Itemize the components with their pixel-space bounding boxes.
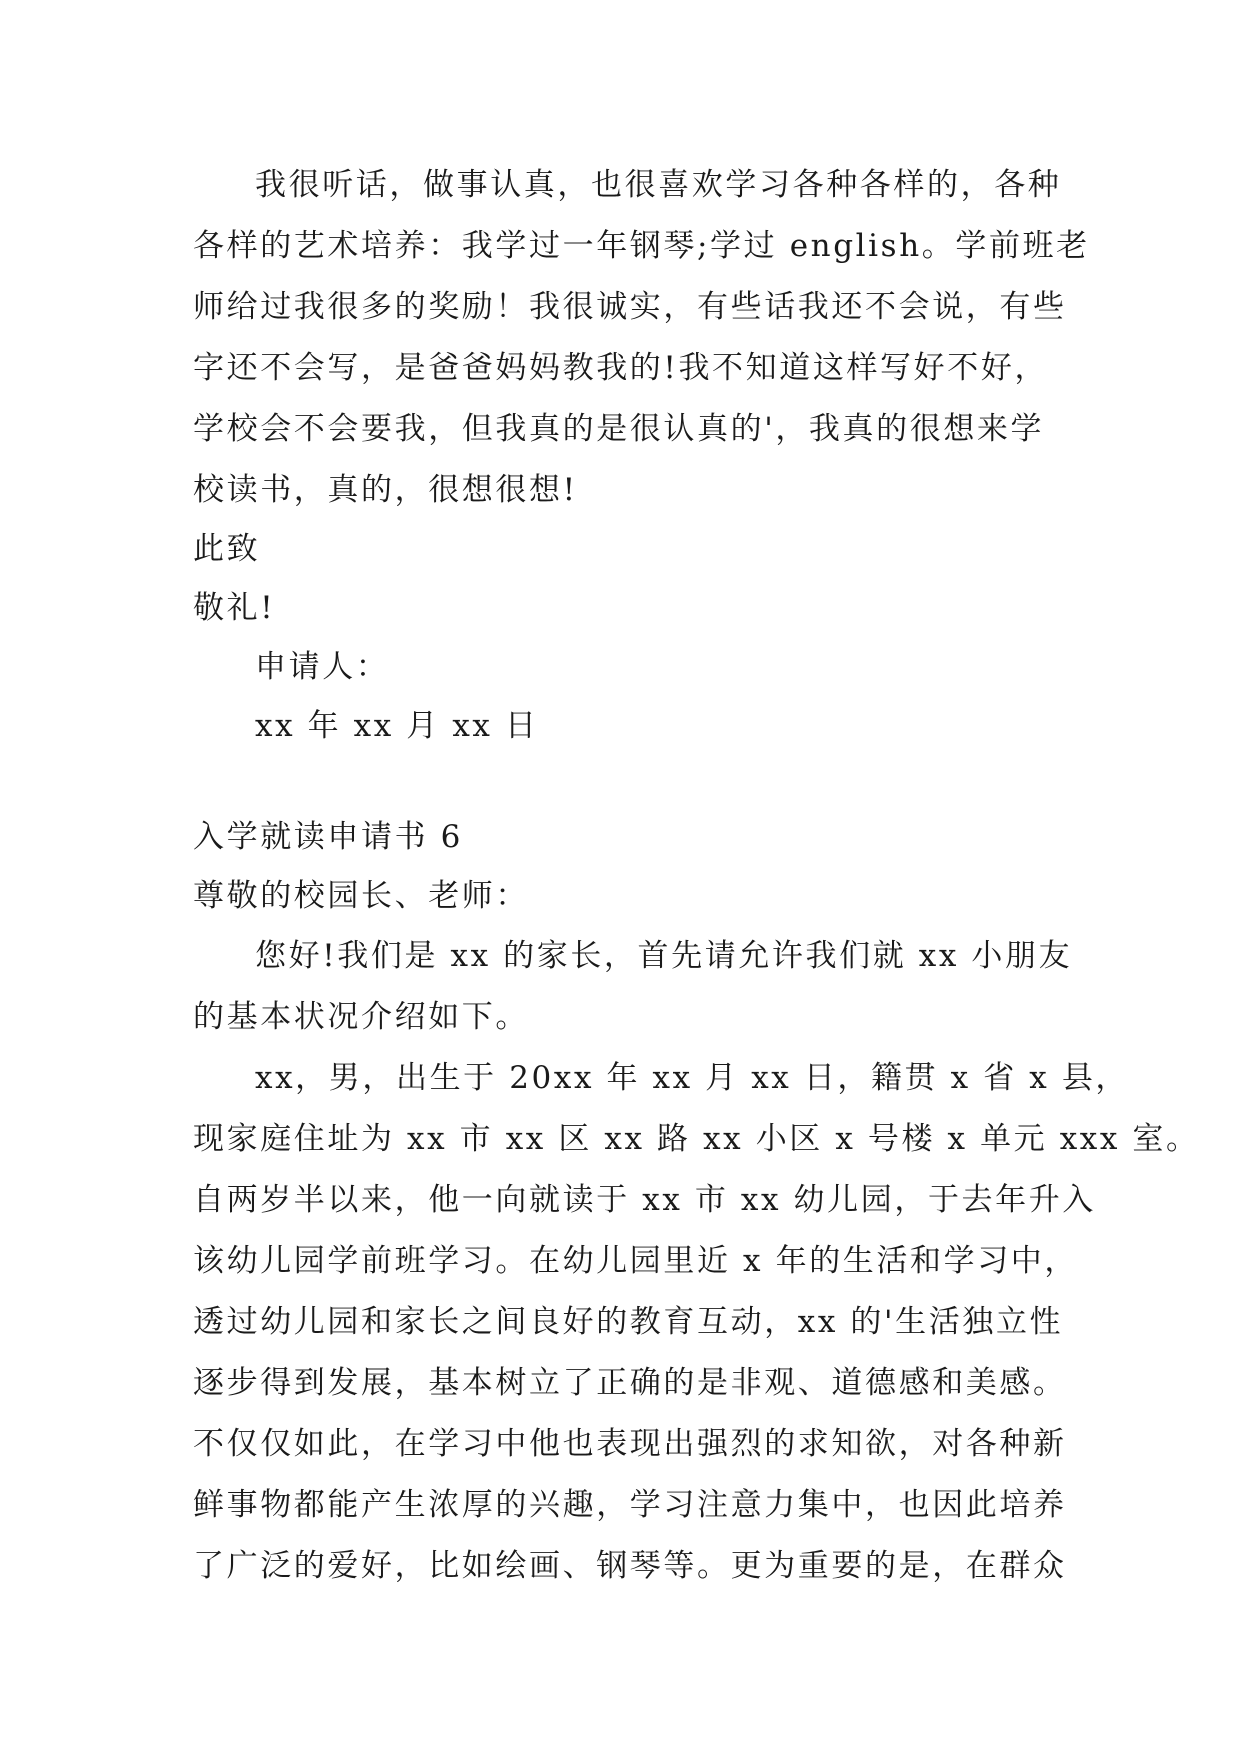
paragraph-line: 透过幼儿园和家长之间良好的教育互动，xx 的'生活独立性	[193, 1304, 1064, 1340]
section-title: 入学就读申请书 6	[193, 819, 463, 855]
closing-line: 此致	[193, 531, 261, 567]
paragraph-line: xx，男，出生于 20xx 年 xx 月 xx 日，籍贯 x 省 x 县，	[255, 1060, 1130, 1096]
paragraph-line: 的基本状况介绍如下。	[193, 999, 529, 1035]
paragraph-line: 我很听话，做事认真，也很喜欢学习各种各样的，各种	[255, 167, 1062, 203]
paragraph-line: 鲜事物都能产生浓厚的兴趣，学习注意力集中，也因此培养	[193, 1487, 1067, 1523]
paragraph-line: 自两岁半以来，他一向就读于 xx 市 xx 幼儿园，于去年升入	[193, 1182, 1096, 1218]
paragraph-line: 字还不会写，是爸爸妈妈教我的!我不知道这样写好不好，	[193, 350, 1049, 386]
paragraph-line: 师给过我很多的奖励！我很诚实，有些话我还不会说，有些	[193, 289, 1067, 325]
salutation: 尊敬的校园长、老师：	[193, 878, 529, 914]
date-line: xx 年 xx 月 xx 日	[255, 708, 539, 744]
paragraph-line: 现家庭住址为 xx 市 xx 区 xx 路 xx 小区 x 号楼 x 单元 xxx 室。	[193, 1121, 1200, 1157]
paragraph-line: 学校会不会要我，但我真的是很认真的'，我真的很想来学	[193, 411, 1045, 447]
paragraph-line: 该幼儿园学前班学习。在幼儿园里近 x 年的生活和学习中，	[193, 1243, 1078, 1279]
paragraph-line: 逐步得到发展，基本树立了正确的是非观、道德感和美感。	[193, 1365, 1067, 1401]
paragraph-line: 各样的艺术培养：我学过一年钢琴;学过 english。学前班老	[193, 228, 1090, 264]
paragraph-line: 了广泛的爱好，比如绘画、钢琴等。更为重要的是，在群众	[193, 1548, 1067, 1584]
applicant-label: 申请人：	[255, 649, 390, 685]
closing-line: 敬礼!	[193, 590, 276, 626]
paragraph-line: 校读书，真的，很想很想!	[193, 472, 578, 508]
paragraph-line: 不仅仅如此，在学习中他也表现出强烈的求知欲，对各种新	[193, 1426, 1067, 1462]
paragraph-line: 您好!我们是 xx 的家长，首先请允许我们就 xx 小朋友	[255, 938, 1073, 974]
